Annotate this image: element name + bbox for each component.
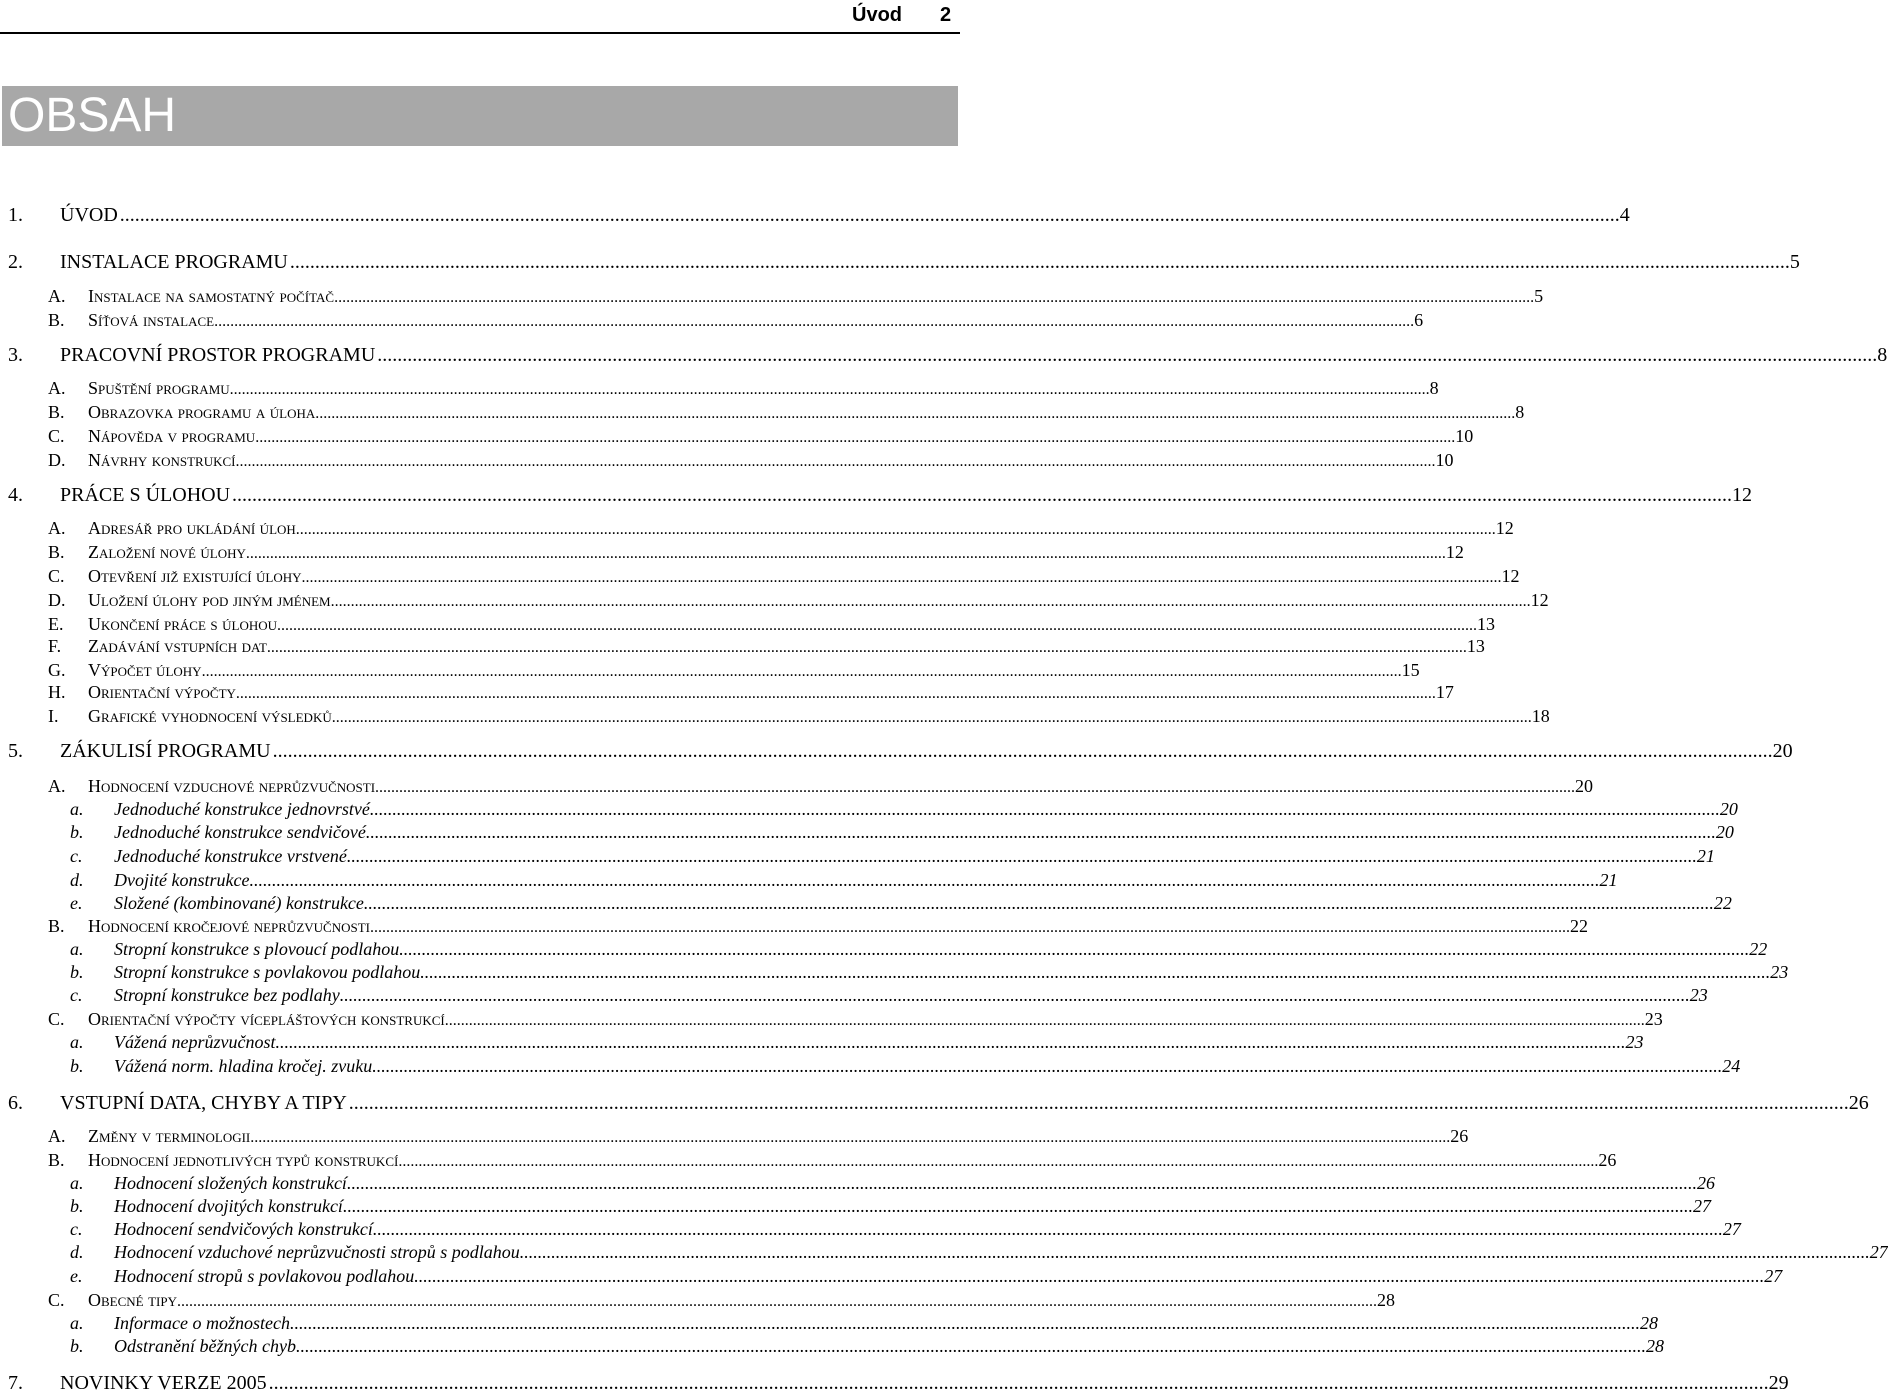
toc-entry-line <box>114 1032 1644 1053</box>
toc-entry-title: Ukončení práce s úlohou <box>88 614 278 634</box>
toc-entry-number: 3. <box>8 344 23 366</box>
toc-entry[interactable] <box>0 1219 1741 1243</box>
toc-dot-leader: ............................................................................................................................................................................................................................................................................................................ <box>444 1012 1645 1029</box>
toc-entry-number: c. <box>70 1219 83 1239</box>
toc-dot-leader: ............................................................................................................................................................................................................................................................................................................ <box>249 870 1600 890</box>
toc-entry-line <box>60 1372 1789 1395</box>
toc-dot-leader: ............................................................................................................................................................................................................................................................................................................ <box>266 639 1467 656</box>
contents-banner <box>2 86 958 146</box>
toc-entry-number: d. <box>70 870 84 890</box>
toc-entry-title: Obecné tipy <box>88 1290 177 1310</box>
toc-entry-title: Uložení úlohy pod jiným jménem <box>88 590 331 610</box>
toc-entry-line <box>60 204 1630 227</box>
toc-entry-page: 22 <box>1749 939 1768 959</box>
header-page-number: 2 <box>940 4 952 26</box>
toc-entry-page: 5 <box>1789 251 1800 273</box>
toc-entry-page: 27 <box>1764 1266 1783 1286</box>
toc-entry-line <box>60 251 1800 274</box>
toc-entry-line <box>60 1092 1869 1115</box>
toc-entry-number: 6. <box>8 1092 23 1114</box>
toc-entry-line <box>88 590 1549 611</box>
toc-entry-number: a. <box>70 1313 84 1333</box>
toc-entry[interactable] <box>0 822 1734 846</box>
header-section-title: Úvod <box>852 4 902 26</box>
toc-entry-number: a. <box>70 799 84 819</box>
toc-entry-line <box>88 682 1454 703</box>
toc-entry[interactable] <box>0 870 1618 894</box>
toc-dot-leader: ............................................................................................................................................................................................................................................................................................................ <box>289 1313 1640 1333</box>
toc-entry-line <box>88 660 1420 681</box>
toc-entry-line <box>88 1290 1395 1311</box>
toc-entry-title: Změny v terminologii <box>88 1126 251 1146</box>
toc-entry-page: 12 <box>1495 518 1514 538</box>
toc-entry-line <box>88 310 1424 331</box>
toc-dot-leader: ............................................................................................................................................................................................................................................................................................................ <box>331 709 1532 726</box>
toc-dot-leader: ............................................................................................................................................................................................................................................................................................................ <box>346 1173 1697 1193</box>
toc-entry-line <box>88 518 1514 539</box>
toc-entry-number: B. <box>48 542 65 562</box>
toc-entry[interactable] <box>0 1032 1644 1056</box>
toc-entry[interactable] <box>0 740 1793 764</box>
toc-dot-leader: ............................................................................................................................................................................................................................................................................................................ <box>277 617 1478 634</box>
toc-entry-line <box>88 916 1588 937</box>
toc-entry[interactable] <box>0 542 1464 566</box>
toc-entry-number: 4. <box>8 484 23 506</box>
toc-entry-number: c. <box>70 846 83 866</box>
toc-entry-page: 28 <box>1639 1313 1658 1333</box>
toc-entry-number: B. <box>48 402 65 422</box>
toc-dot-leader: ............................................................................................................................................................................................................................................................................................................ <box>289 251 1790 273</box>
toc-entry-title: Složené (kombinované) konstrukce <box>114 893 364 913</box>
toc-entry[interactable] <box>0 799 1738 823</box>
toc-entry-line <box>114 1219 1741 1240</box>
toc-entry-title: Instalace na samostatný počítač <box>88 286 335 306</box>
toc-entry-number: C. <box>48 1009 65 1029</box>
toc-entry[interactable] <box>0 426 1474 450</box>
toc-entry-page: 22 <box>1570 916 1588 936</box>
toc-entry-title: Jednoduché konstrukce jednovrstvé <box>114 799 370 819</box>
toc-entry-number: E. <box>48 614 64 634</box>
toc-entry-number: b. <box>70 1336 84 1356</box>
toc-dot-leader: ............................................................................................................................................................................................................................................................................................................ <box>255 429 1456 446</box>
toc-entry-title: Dvojité konstrukce <box>114 870 250 890</box>
toc-entry-number: 2. <box>8 251 23 273</box>
toc-entry-number: C. <box>48 1290 65 1310</box>
toc-entry[interactable] <box>0 985 1708 1009</box>
toc-entry-title: VSTUPNÍ DATA, CHYBY A TIPY <box>60 1092 347 1114</box>
toc-entry[interactable] <box>0 344 1888 368</box>
toc-entry-line <box>88 542 1464 563</box>
toc-entry-line <box>114 1266 1783 1287</box>
toc-entry-line <box>114 870 1618 891</box>
toc-entry[interactable] <box>0 1056 1741 1080</box>
toc-entry-line <box>114 1196 1711 1217</box>
toc-dot-leader: ............................................................................................................................................................................................................................................................................................................ <box>235 453 1436 470</box>
toc-dot-leader: ............................................................................................................................................................................................................................................................................................................ <box>375 779 1576 796</box>
toc-entry-number: A. <box>48 286 66 306</box>
toc-dot-leader: ............................................................................................................................................................................................................................................................................................................ <box>398 1153 1599 1170</box>
toc-entry-number: b. <box>70 1056 84 1076</box>
toc-entry-page: 26 <box>1598 1150 1617 1170</box>
toc-dot-leader: ............................................................................................................................................................................................................................................................................................................ <box>339 985 1690 1005</box>
toc-entry-title: Obrazovka programu a úloha <box>88 402 316 422</box>
toc-entry-title: Orientační výpočty <box>88 682 236 702</box>
toc-dot-leader: ............................................................................................................................................................................................................................................................................................................ <box>119 204 1620 226</box>
toc-entry-page: 28 <box>1645 1336 1664 1356</box>
toc-entry-page: 13 <box>1477 614 1496 634</box>
toc-entry-page: 26 <box>1696 1173 1715 1193</box>
toc-dot-leader: ............................................................................................................................................................................................................................................................................................................ <box>342 1196 1693 1216</box>
toc-entry[interactable] <box>0 939 1768 963</box>
toc-entry-page: 17 <box>1435 682 1454 702</box>
toc-entry-number: b. <box>70 822 84 842</box>
toc-entry[interactable] <box>0 1266 1783 1290</box>
toc-entry-number: 7. <box>8 1372 23 1394</box>
toc-entry-page: 5 <box>1534 286 1544 306</box>
toc-entry-number: d. <box>70 1242 84 1262</box>
toc-entry-number: A. <box>48 1126 66 1146</box>
toc-dot-leader: ............................................................................................................................................................................................................................................................................................................ <box>399 939 1750 959</box>
toc-entry-page: 20 <box>1575 776 1594 796</box>
toc-dot-leader: ............................................................................................................................................................................................................................................................................................................ <box>346 846 1697 866</box>
toc-entry-number: A. <box>48 776 66 796</box>
toc-entry[interactable] <box>0 204 1630 228</box>
toc-entry-number: A. <box>48 378 66 398</box>
toc-dot-leader: ............................................................................................................................................................................................................................................................................................................ <box>372 1219 1723 1239</box>
toc-entry[interactable] <box>0 1242 1888 1266</box>
toc-entry-title: Stropní konstrukce bez podlahy <box>114 985 340 1005</box>
toc-entry-page: 21 <box>1696 846 1715 866</box>
toc-entry-number: D. <box>48 450 66 470</box>
toc-entry-page: 24 <box>1722 1056 1741 1076</box>
toc-entry-line <box>88 450 1454 471</box>
toc-entry-number: 1. <box>8 204 23 226</box>
toc-entry[interactable] <box>0 378 1439 402</box>
toc-entry-page: 27 <box>1692 1196 1711 1216</box>
toc-dot-leader: ............................................................................................................................................................................................................................................................................................................ <box>365 822 1716 842</box>
toc-entry-title: Výpočet úlohy <box>88 660 202 680</box>
toc-entry-title: Založení nové úlohy <box>88 542 246 562</box>
toc-entry-page: 26 <box>1450 1126 1469 1146</box>
toc-dot-leader: ............................................................................................................................................................................................................................................................................................................ <box>370 919 1570 936</box>
toc-entry-page: 12 <box>1501 566 1520 586</box>
toc-dot-leader: ............................................................................................................................................................................................................................................................................................................ <box>334 289 1535 306</box>
toc-entry-page: 28 <box>1377 1290 1395 1310</box>
toc-entry-title: Odstranění běžných chyb <box>114 1336 296 1356</box>
toc-entry-number: e. <box>70 1266 83 1286</box>
toc-entry-page: 26 <box>1848 1092 1869 1114</box>
toc-entry-page: 12 <box>1445 542 1464 562</box>
toc-entry[interactable] <box>0 1092 1869 1116</box>
toc-dot-leader: ............................................................................................................................................................................................................................................................................................................ <box>214 313 1415 330</box>
toc-entry[interactable] <box>0 1290 1395 1314</box>
toc-entry[interactable] <box>0 1313 1658 1337</box>
toc-entry-line <box>88 426 1474 447</box>
toc-entry-number: c. <box>70 985 83 1005</box>
toc-entry[interactable] <box>0 1126 1469 1150</box>
toc-entry-title: INSTALACE PROGRAMU <box>60 251 288 273</box>
toc-entry-number: B. <box>48 916 65 936</box>
toc-entry-title: Orientační výpočty vícepláštových konstrukcí <box>88 1009 445 1029</box>
toc-entry-number: b. <box>70 962 84 982</box>
toc-entry-number: D. <box>48 590 66 610</box>
toc-entry-line <box>114 939 1768 960</box>
toc-entry-number: A. <box>48 518 66 538</box>
toc-entry-page: 6 <box>1414 310 1424 330</box>
toc-entry[interactable] <box>0 846 1715 870</box>
toc-entry-line <box>88 776 1594 797</box>
toc-entry-number: b. <box>70 1196 84 1216</box>
toc-entry-title: Hodnocení kročejové neprůzvučnosti <box>88 916 370 936</box>
toc-entry[interactable] <box>0 450 1454 474</box>
toc-entry-title: Nápověda v programu <box>88 426 256 446</box>
toc-entry-line <box>114 893 1732 914</box>
toc-entry[interactable] <box>0 614 1496 638</box>
toc-entry[interactable] <box>0 590 1549 614</box>
toc-dot-leader: ............................................................................................................................................................................................................................................................................................................ <box>177 1293 1377 1310</box>
toc-entry-number: a. <box>70 939 84 959</box>
toc-entry[interactable] <box>0 682 1454 706</box>
toc-entry-title: Hodnocení dvojitých konstrukcí <box>114 1196 343 1216</box>
toc-entry[interactable] <box>0 286 1544 310</box>
toc-entry-line <box>88 378 1439 399</box>
toc-entry-page: 8 <box>1429 378 1439 398</box>
toc-entry[interactable] <box>0 893 1732 917</box>
toc-entry[interactable] <box>0 518 1514 542</box>
toc-entry-title: Síťová instalace <box>88 310 215 330</box>
toc-entry-number: B. <box>48 310 65 330</box>
toc-entry[interactable] <box>0 1372 1789 1396</box>
toc-entry-number: I. <box>48 706 59 726</box>
toc-dot-leader: ............................................................................................................................................................................................................................................................................................................ <box>245 545 1446 562</box>
toc-entry-line <box>88 614 1496 635</box>
toc-entry-page: 29 <box>1768 1372 1789 1394</box>
toc-entry-page: 23 <box>1644 1009 1663 1029</box>
toc-entry-page: 27 <box>1869 1242 1888 1262</box>
toc-entry-page: 20 <box>1772 740 1793 762</box>
toc-entry[interactable] <box>0 251 1800 275</box>
toc-entry-title: Hodnocení složených konstrukcí <box>114 1173 347 1193</box>
toc-dot-leader: ............................................................................................................................................................................................................................................................................................................ <box>348 1092 1849 1114</box>
toc-entry-line <box>114 985 1708 1006</box>
toc-entry-page: 20 <box>1719 799 1738 819</box>
toc-entry-page: 12 <box>1732 484 1753 506</box>
toc-entry-page: 10 <box>1435 450 1454 470</box>
toc-entry-title: Zadávání vstupních dat <box>88 636 267 656</box>
toc-entry-line <box>88 1126 1469 1147</box>
toc-entry[interactable] <box>0 1173 1715 1197</box>
toc-entry-title: NOVINKY VERZE 2005 <box>60 1372 267 1394</box>
toc-entry-page: 27 <box>1722 1219 1741 1239</box>
toc-entry-page: 8 <box>1515 402 1525 422</box>
toc-entry-line <box>114 1336 1664 1357</box>
toc-entry-title: PRÁCE S ÚLOHOU <box>60 484 231 506</box>
toc-entry-page: 18 <box>1531 706 1550 726</box>
toc-entry[interactable] <box>0 310 1424 334</box>
toc-dot-leader: ............................................................................................................................................................................................................................................................................................................ <box>272 740 1773 762</box>
toc-entry-line <box>88 1009 1663 1030</box>
contents-heading: OBSAH <box>8 89 177 142</box>
toc-entry-line <box>60 740 1793 763</box>
toc-dot-leader: ............................................................................................................................................................................................................................................................................................................ <box>268 1372 1769 1394</box>
toc-entry-page: 23 <box>1625 1032 1644 1052</box>
toc-dot-leader: ............................................................................................................................................................................................................................................................................................................ <box>377 344 1878 366</box>
toc-entry-title: Návrhy konstrukcí <box>88 450 236 470</box>
toc-entry-number: a. <box>70 1032 84 1052</box>
toc-entry-line <box>88 1150 1617 1171</box>
toc-entry[interactable] <box>0 566 1520 590</box>
toc-entry-line <box>114 1242 1888 1263</box>
toc-entry-number: F. <box>48 636 62 656</box>
toc-dot-leader: ............................................................................................................................................................................................................................................................................................................ <box>372 1056 1723 1076</box>
toc-entry-page: 15 <box>1401 660 1420 680</box>
toc-entry-page: 23 <box>1770 962 1789 982</box>
toc-entry[interactable] <box>0 962 1789 986</box>
page-header <box>0 0 960 34</box>
toc-entry-title: Hodnocení sendvičových konstrukcí <box>114 1219 373 1239</box>
toc-entry[interactable] <box>0 1196 1711 1220</box>
toc-entry-line <box>114 799 1738 820</box>
toc-dot-leader: ............................................................................................................................................................................................................................................................................................................ <box>315 405 1516 422</box>
toc-entry-title: Grafické vyhodnocení výsledků <box>88 706 332 726</box>
toc-dot-leader: ............................................................................................................................................................................................................................................................................................................ <box>232 484 1733 506</box>
toc-entry-page: 10 <box>1455 426 1474 446</box>
toc-entry-line <box>114 962 1789 983</box>
toc-entry-number: C. <box>48 426 65 446</box>
toc-entry-title: Hodnocení stropů s povlakovou podlahou <box>114 1266 415 1286</box>
toc-entry[interactable] <box>0 916 1588 940</box>
toc-entry-page: 21 <box>1599 870 1618 890</box>
toc-entry-title: Stropní konstrukce s plovoucí podlahou <box>114 939 400 959</box>
toc-entry-title: ÚVOD <box>60 204 118 226</box>
toc-dot-leader: ............................................................................................................................................................................................................................................................................................................ <box>275 1032 1626 1052</box>
toc-entry-title: Stropní konstrukce s povlakovou podlahou <box>114 962 421 982</box>
toc-entry-line <box>88 636 1485 657</box>
toc-entry[interactable] <box>0 1009 1663 1033</box>
toc-dot-leader: ............................................................................................................................................................................................................................................................................................................ <box>295 521 1496 538</box>
toc-dot-leader: ............................................................................................................................................................................................................................................................................................................ <box>519 1242 1870 1262</box>
toc-entry-line <box>60 484 1753 507</box>
toc-dot-leader: ............................................................................................................................................................................................................................................................................................................ <box>414 1266 1765 1286</box>
toc-entry-title: PRACOVNÍ PROSTOR PROGRAMU <box>60 344 376 366</box>
toc-entry[interactable] <box>0 636 1485 660</box>
toc-entry-page: 4 <box>1619 204 1630 226</box>
toc-entry[interactable] <box>0 660 1420 684</box>
toc-entry-number: H. <box>48 682 66 702</box>
toc-dot-leader: ............................................................................................................................................................................................................................................................................................................ <box>201 663 1402 680</box>
toc-entry-title: Hodnocení vzduchové neprůzvučnosti stropů s podlahou <box>114 1242 520 1262</box>
toc-entry-title: Otevření již existující úlohy <box>88 566 302 586</box>
toc-entry[interactable] <box>0 484 1753 508</box>
toc-entry-line <box>60 344 1888 367</box>
toc-entry-line <box>114 1173 1715 1194</box>
toc-entry-line <box>114 822 1734 843</box>
toc-entry-page: 12 <box>1530 590 1549 610</box>
toc-entry-line <box>114 1056 1741 1077</box>
toc-entry-number: a. <box>70 1173 84 1193</box>
toc-dot-leader: ............................................................................................................................................................................................................................................................................................................ <box>295 1336 1646 1356</box>
toc-entry-line <box>88 402 1525 423</box>
toc-entry-line <box>88 566 1520 587</box>
toc-entry-title: Jednoduché konstrukce sendvičové <box>114 822 366 842</box>
toc-entry-line <box>114 846 1715 867</box>
toc-dot-leader: ............................................................................................................................................................................................................................................................................................................ <box>235 685 1436 702</box>
toc-dot-leader: ............................................................................................................................................................................................................................................................................................................ <box>330 593 1531 610</box>
toc-dot-leader: ............................................................................................................................................................................................................................................................................................................ <box>420 962 1771 982</box>
toc-entry-title: Vážená norm. hladina kročej. zvuku <box>114 1056 373 1076</box>
toc-entry-title: Spuštění programu <box>88 378 230 398</box>
toc-dot-leader: ............................................................................................................................................................................................................................................................................................................ <box>363 893 1714 913</box>
toc-entry-title: Hodnocení vzduchové neprůzvučnosti <box>88 776 376 796</box>
toc-entry-title: Jednoduché konstrukce vrstvené <box>114 846 347 866</box>
toc-dot-leader: ............................................................................................................................................................................................................................................................................................................ <box>301 569 1502 586</box>
toc-entry-page: 20 <box>1715 822 1734 842</box>
toc-entry[interactable] <box>0 776 1594 800</box>
toc-entry-title: Hodnocení jednotlivých typů konstrukcí <box>88 1150 399 1170</box>
toc-entry[interactable] <box>0 1336 1664 1360</box>
toc-entry[interactable] <box>0 1150 1617 1174</box>
toc-entry-number: C. <box>48 566 65 586</box>
toc-entry-page: 8 <box>1877 344 1888 366</box>
toc-entry-number: G. <box>48 660 66 680</box>
toc-entry-page: 13 <box>1466 636 1485 656</box>
toc-entry-number: 5. <box>8 740 23 762</box>
toc-entry-title: Informace o možnostech <box>114 1313 290 1333</box>
toc-entry-line <box>114 1313 1658 1334</box>
toc-entry-line <box>88 706 1550 727</box>
toc-entry[interactable] <box>0 402 1525 426</box>
toc-entry-title: Vážená neprůzvučnost <box>114 1032 276 1052</box>
toc-dot-leader: ............................................................................................................................................................................................................................................................................................................ <box>369 799 1720 819</box>
toc-entry-number: B. <box>48 1150 65 1170</box>
toc-entry-page: 22 <box>1713 893 1732 913</box>
toc-dot-leader: ............................................................................................................................................................................................................................................................................................................ <box>229 381 1430 398</box>
toc-entry-page: 23 <box>1689 985 1708 1005</box>
toc-entry-title: Adresář pro ukládání úloh <box>88 518 296 538</box>
toc-entry-number: e. <box>70 893 83 913</box>
toc-entry-title: ZÁKULISÍ PROGRAMU <box>60 740 271 762</box>
toc-entry[interactable] <box>0 706 1550 730</box>
toc-entry-line <box>88 286 1544 307</box>
toc-dot-leader: ............................................................................................................................................................................................................................................................................................................ <box>250 1129 1451 1146</box>
